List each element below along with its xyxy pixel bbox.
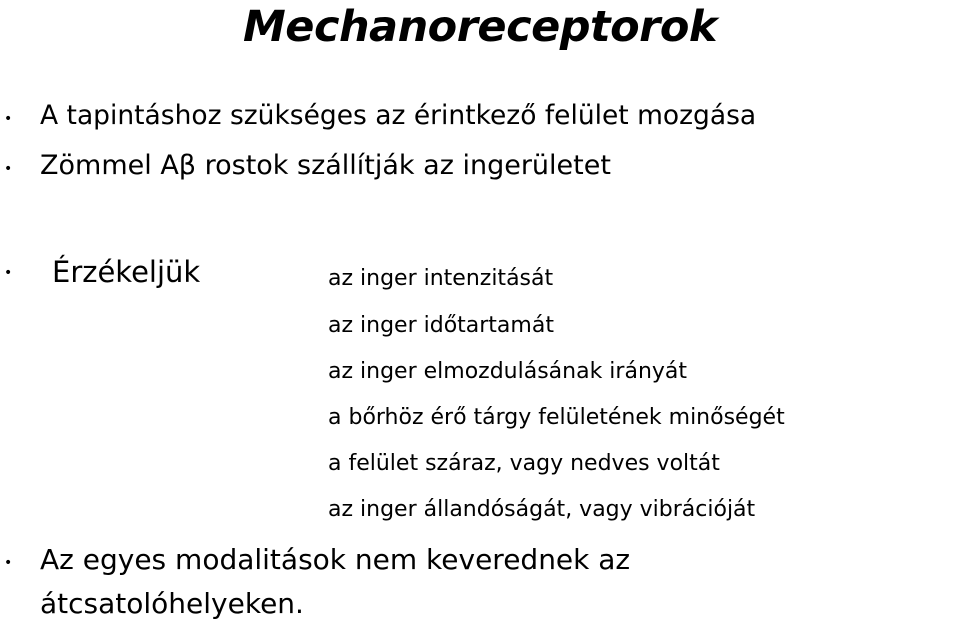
bullet-text-modalities-cont: átcsatolóhelyeken.: [40, 587, 304, 620]
bullet-marker: •: [4, 161, 13, 177]
sense-item: a bőrhöz érő tárgy felületének minőségét: [328, 405, 785, 430]
bullet-text-touch-movement: A tapintáshoz szükséges az érintkező felület mozgása: [40, 100, 757, 131]
sense-item: az inger állandóságát, vagy vibrációját: [328, 497, 756, 522]
bullet-text-fibers: Zömmel Aβ rostok szállítják az ingerületet: [40, 150, 611, 181]
bullet-marker: •: [4, 265, 13, 281]
sense-item: az inger időtartamát: [328, 313, 554, 338]
bullet-text-modalities: Az egyes modalitások nem keverednek az: [40, 543, 631, 576]
bullet-text-perceive: Érzékeljük: [52, 255, 201, 289]
sense-item: az inger elmozdulásának irányát: [328, 359, 688, 384]
sense-item: az inger intenzitását: [328, 266, 554, 291]
bullet-marker: •: [4, 555, 13, 571]
bullet-marker: •: [4, 111, 13, 127]
sense-item: a felület száraz, vagy nedves voltát: [328, 451, 720, 476]
slide-title: Mechanoreceptorok: [243, 2, 717, 52]
